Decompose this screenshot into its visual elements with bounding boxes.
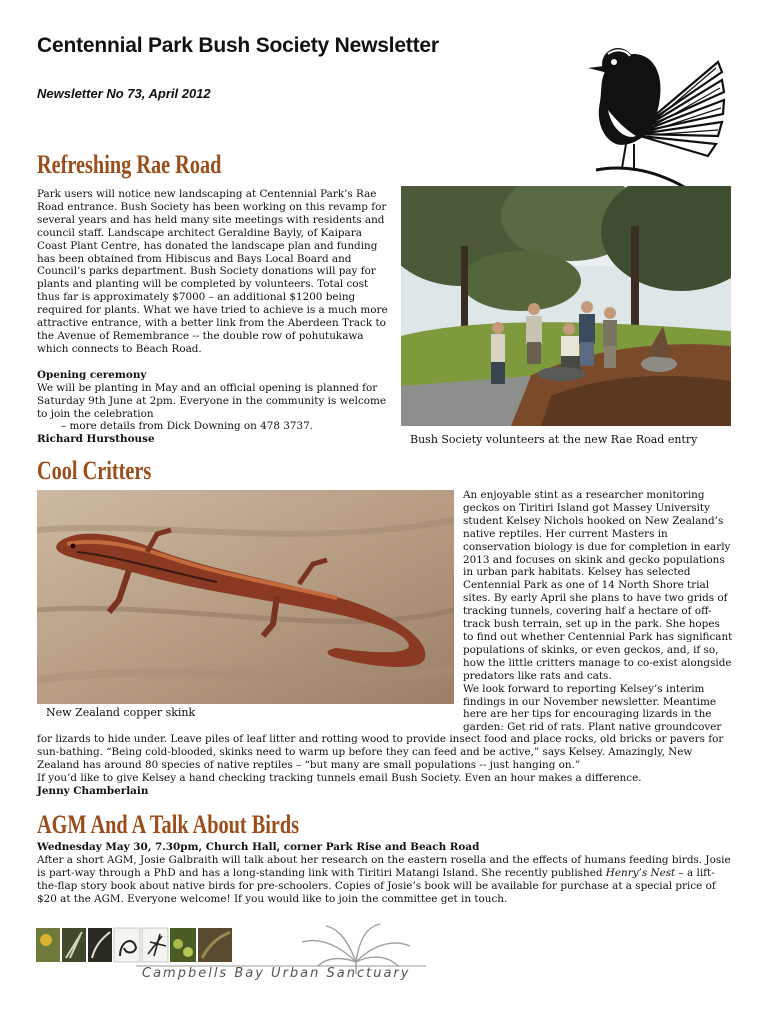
critters-wide: [37, 733, 733, 798]
skink-photo-art: [37, 490, 454, 704]
sanctuary-logo-art: [36, 922, 436, 992]
critters-author: Jenny Chamberlain: [37, 784, 149, 797]
critters-closing: If you’d like to give Kelsey a hand checking tracking tunnels email Bush Society. Even an hour makes a difference.: [37, 771, 642, 784]
agm-heading: AGM And A Talk About Birds: [37, 810, 300, 839]
copper-skink-photo: [37, 490, 454, 704]
rae-road-volunteers-photo: [401, 186, 731, 426]
agm-body: [37, 854, 733, 906]
skink-photo-caption: New Zealand copper skink: [46, 706, 196, 719]
rae-road-photo-art: [401, 186, 731, 426]
newsletter-title: Centennial Park Bush Society Newsletter: [37, 34, 439, 57]
agm-text-after: – a lift-the-flap story book about native birds for pre-schoolers. Copies of Josie’s book will be available for purchase at a special price of $20 at the AGM. Everyone welcome! If you would like to join the committee get in touch.: [37, 866, 716, 905]
agm-subheading: Wednesday May 30, 7.30pm, Church Hall, corner Park Rise and Beach Road: [37, 841, 480, 853]
rae-road-photo-caption: Bush Society volunteers at the new Rae Road entry: [410, 433, 698, 446]
rae-road-heading: Refreshing Rae Road: [37, 150, 222, 179]
critters-wide-text: for lizards to hide under. Leave piles of leaf litter and rotting wood to provide insect food and place rocks, old bricks or pavers for sun-bathing. “Being cold-blooded, skinks need to warm up before they can feed and be active,” says Kelsey. Amazingly, New Zealand has around 80 species of native reptiles – “but many are small populations -- just hanging on.”: [37, 733, 724, 771]
rae-road-body: Park users will notice new landscaping at Centennial Park’s Rae Road entrance. Bush Society has been working on this revamp for several years and has held many site meetings with residents and council staff. Landscape architect Geraldine Bayly, of Kaipara Coast Plant Centre, has donated the landscape plan and funding has been obtained from Hibiscus and Bays Local Board and Council’s parks department. Bush Society donations will pay for plants and planting will be completed by volunteers. Total cost thus far is approximately $7000 – an additional $1200 being required for plants. What we have tried to achieve is a much more attractive entrance, with a better link from the Aberdeen Track to the Avenue of Remembrance -- the double row of pohutukawa which connects to Beach Road.: [37, 188, 388, 355]
opening-ceremony-text: We will be planting in May and an official opening is planned for Saturday 9th June at 2pm. Everyone in the community is welcome to join the celebration: [37, 381, 387, 420]
fantail-bird-icon: [578, 32, 728, 190]
critters-column-text-2: We look forward to reporting Kelsey’s interim findings in our November newsletter. Meantime here are her tips for encouraging lizards in the garden: Get rid of rats. Plant native groundcover: [463, 682, 722, 734]
rae-road-article: [37, 188, 393, 446]
critters-column: [463, 489, 733, 734]
opening-ceremony-details: – more details from Dick Downing on 478 3737.: [61, 420, 314, 433]
critters-column-text: An enjoyable stint as a researcher monitoring geckos on Tiritiri Island got Massey University student Kelsey Nichols hooked on New Zealand’s native reptiles. Her current Masters in conservation biology is due for completion in early 2013 and focuses on skink and gecko populations in urban park habitats. Kelsey has selected Centennial Park as one of 14 North Shore trial sites. By early April she plans to have two grids of tracking tunnels, covering half a hectare of off-track bush terrain, set up in the park. She hopes to find out whether Centennial Park has significant populations of skinks, or even geckos, and, if so, how the little critters manage to co-exist alongside predators like rats and cats.: [463, 489, 733, 682]
rae-road-author: Richard Hursthouse: [37, 433, 155, 446]
issue-line: Newsletter No 73, April 2012: [37, 86, 211, 101]
agm-book-title: Henry’s Nest: [605, 866, 676, 879]
cool-critters-heading: Cool Critters: [37, 456, 152, 485]
sanctuary-logo-text: Campbells Bay Urban Sanctuary: [142, 966, 411, 981]
opening-ceremony-subheading: Opening ceremony: [37, 368, 147, 381]
agm-article: [37, 841, 733, 906]
sanctuary-logo: [36, 922, 436, 992]
agm-text-before: After a short AGM, Josie Galbraith will talk about her research on the eastern rosella and the effects of humans feeding birds. Josie is part-way through a PhD and has a long-standing link with Tiritiri Matangi Island. She recently published: [37, 853, 731, 879]
